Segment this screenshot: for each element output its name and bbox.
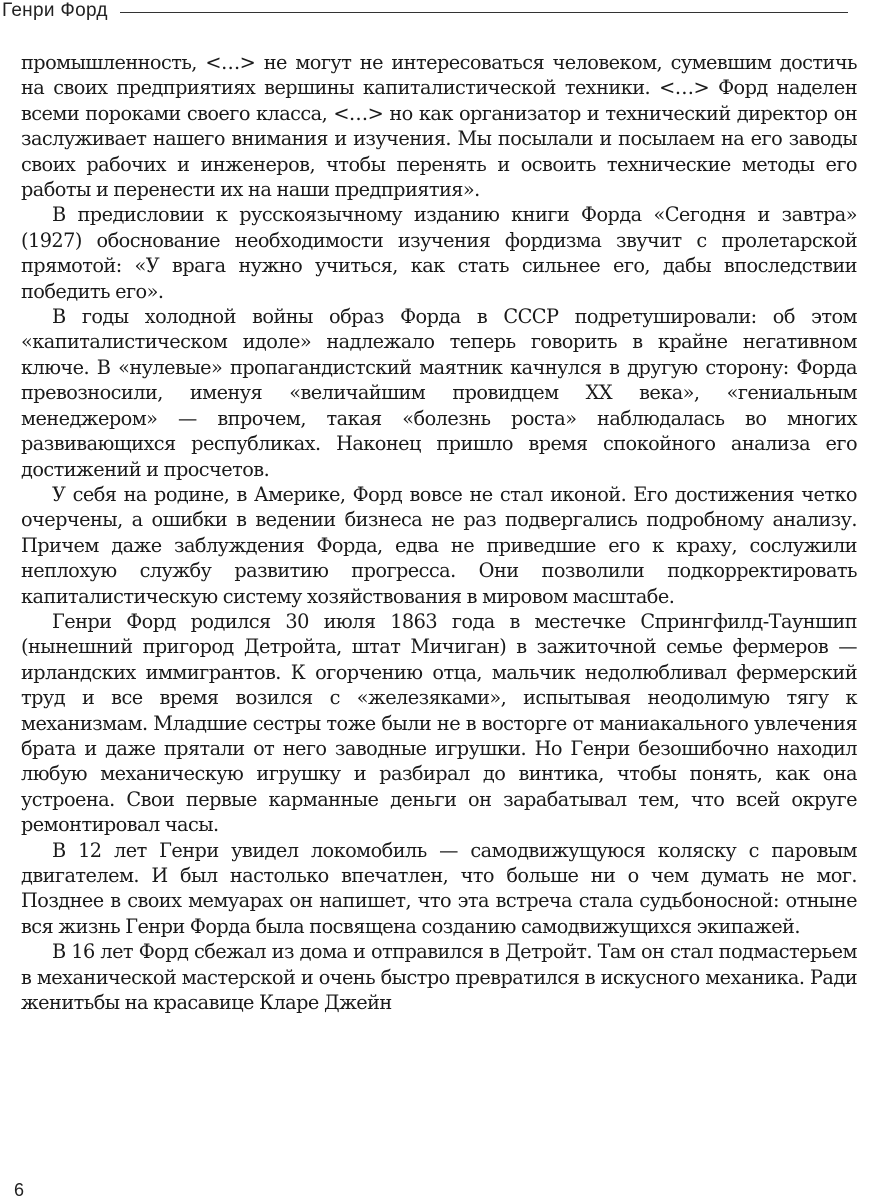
body-text [21, 50, 857, 1015]
page-number: 6 [14, 1180, 25, 1200]
paragraph-detroit: В 16 лет Форд сбежал из дома и отправился в Детройт. Там он стал подмастерьем в механической мастерской и очень быстро превратился в искусного механика. Ради женитьбы на красавице Кларе Джейн [21, 940, 857, 1015]
paragraph-locomobile: В 12 лет Генри увидел локомобиль — самодвижущуюся коляску с паровым двигателем. И был настолько впечатлен, что больше ни о чем думать не мог. Позднее в своих мемуарах он напишет, что эта встреча стала судьбоносной: отныне вся жизнь Генри Форда была посвящена созданию самодвижущихся экипажей. [21, 838, 857, 938]
header-rule [120, 12, 848, 13]
paragraph-preface-1927: В предисловии к русскоязычному изданию книги Форда «Сегодня и завтра» (1927) обоснование необходимости изучения фордизма звучит с пролетарской прямотой: «У врага нужно учиться, как стать сильнее его, дабы впоследствии победить его». [21, 203, 857, 303]
paragraph-america: У себя на родине, в Америке, Форд вовсе не стал иконой. Его достижения четко очерчены, а ошибки в ведении бизнеса не раз подвергались подробному анализу. Причем даже заблуждения Форда, едва не приведшие его к краху, сослужили неплохую службу развитию прогресса. Они позволили подкорректировать капиталистическую систему хозяйствования в мировом масштабе. [21, 482, 857, 608]
running-head [0, 0, 848, 24]
paragraph-continuation: промышленность, <…> не могут не интересоваться человеком, сумевшим достичь на своих предприятиях вершины капиталистической техники. <…> Форд наделен всеми пороками своего класса, <…> но как организатор и технический директор он заслуживает нашего внимания и изучения. Мы посылали и посылаем на его заводы своих рабочих и инженеров, чтобы перенять и освоить технические методы его работы и перенести их на наши предприятия». [21, 51, 857, 202]
running-head-title: Генри Форд [2, 0, 108, 21]
paragraph-cold-war: В годы холодной войны образ Форда в СССР подретушировали: об этом «капиталистическом идоле» надлежало теперь говорить в крайне негативном ключе. В «нулевые» пропагандистский маятник качнулся в другую сторону: Форда превозносили, именуя «величайшим провидцем XX века», «гениальным менеджером» — впрочем, такая «болезнь роста» наблюдалась во многих развивающихся республиках. Наконец пришло время спокойного анализа его достижений и просчетов. [21, 305, 857, 481]
paragraph-birth: Генри Форд родился 30 июля 1863 года в местечке Спрингфилд-Тауншип (нынешний пригород Детройта, штат Мичиган) в зажиточной семье фермеров — ирландских иммигрантов. К огорчению отца, мальчик недолюбливал фермерский труд и все время возился с «железяками», испытывая неодолимую тягу к механизмам. Младшие сестры тоже были не в восторге от маниакального увлечения брата и даже прятали от него заводные игрушки. Но Генри безошибочно находил любую механическую игрушку и разбирал до винтика, чтобы понять, как она устроена. Свои первые карманные деньги он зарабатывал тем, что всей округе ремонтировал часы. [21, 609, 857, 837]
